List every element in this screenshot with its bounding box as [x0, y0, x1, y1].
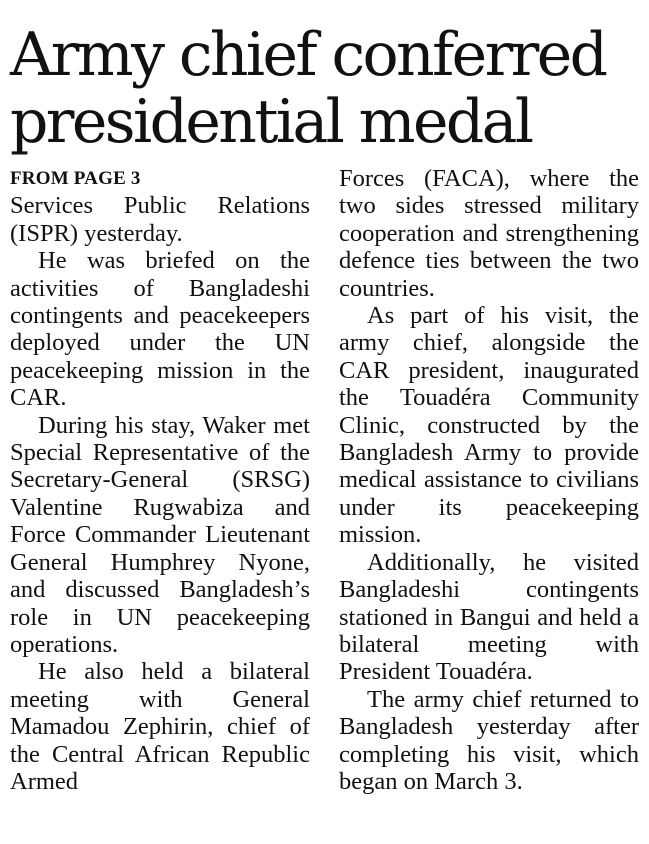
- headline: Army chief conferred presidential medal: [10, 20, 606, 157]
- paragraph-2: He was briefed on the activities of Bangladeshi contingents and peacekeepers deployed under the UN peacekeeping mission in the CAR.: [10, 247, 310, 412]
- left-column: [10, 165, 310, 795]
- paragraph-5: Forces (FACA), where the two sides stressed military cooperation and strengthening defence ties between the two countries.: [339, 165, 639, 302]
- paragraph-7: Additionally, he visited Bangladeshi contingents stationed in Bangui and held a bilateral meeting with President Touadéra.: [339, 548, 639, 686]
- kicker-from-page: FROM PAGE 3: [10, 168, 141, 189]
- paragraph-1: Services Public Relations (ISPR) yesterday.: [10, 192, 310, 247]
- paragraph-8: The army chief returned to Bangladesh yesterday after completing his visit, which began on March 3.: [339, 685, 639, 795]
- paragraph-6: As part of his visit, the army chief, alongside the CAR president, inaugurated the Touadéra Community Clinic, constructed by the Bangladesh Army to provide medical assistance to civilians under its peacekeeping mission.: [339, 302, 639, 549]
- paragraph-4: He also held a bilateral meeting with General Mamadou Zephirin, chief of the Central African Republic Armed: [10, 658, 310, 795]
- paragraph-3: During his stay, Waker met Special Representative of the Secretary-General (SRSG) Valentine Rugwabiza and Force Commander Lieutenant General Humphrey Nyone, and discussed Bangladesh’s role in UN peacekeeping operations.: [10, 411, 310, 658]
- right-column: [339, 165, 639, 795]
